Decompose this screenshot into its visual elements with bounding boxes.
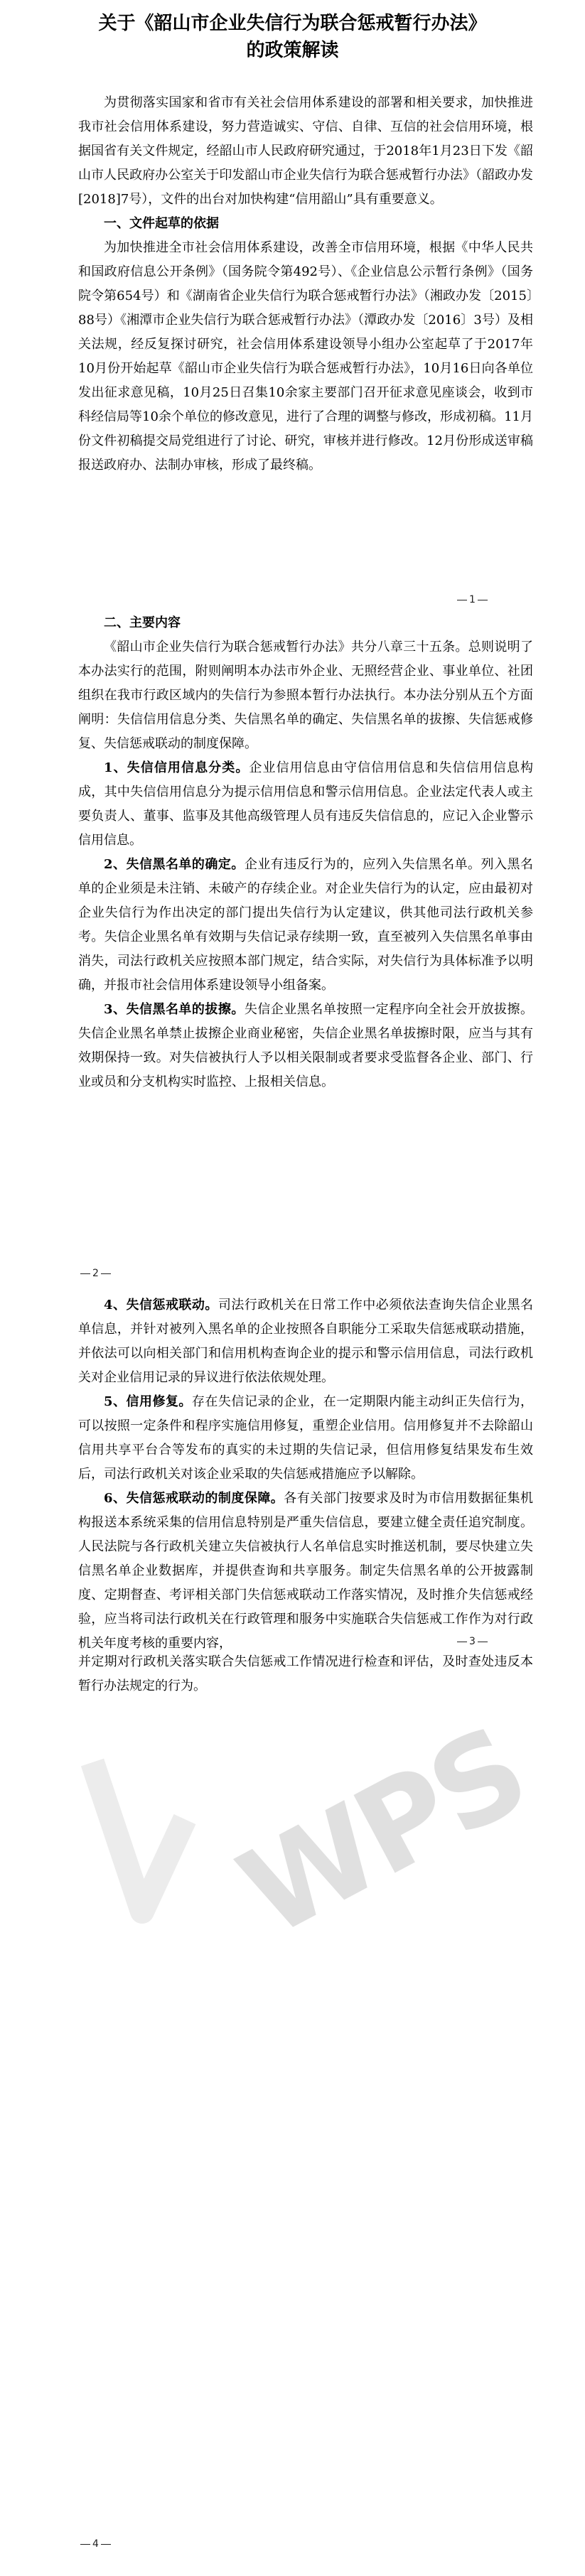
- page-1-body: [78, 91, 533, 478]
- section-2-heading: 二、主要内容: [104, 615, 181, 630]
- item-4-title: 4、失信惩戒联动。: [104, 1298, 218, 1313]
- item-5-title: 5、信用修复。: [104, 1394, 192, 1409]
- page-number-2: 2: [78, 1268, 113, 1279]
- item-5-body: 存在失信记录的企业，在一定期限内能主动纠正失信行为，可以按照一定条件和程序实施信用修复，重塑企业信用。信用修复并不去除韶山信用共享平台合等发布的真实的未过期的失信记录，但信用修复结果发布生效后，司法行政机关对该企业采取的失信惩戒措施应予以解除。: [78, 1394, 534, 1482]
- title-line-2: 的政策解读: [246, 40, 339, 61]
- page-number-3: 3: [455, 1636, 490, 1647]
- item-3-body: 失信企业黑名单按照一定程序向全社会开放拔擦。失信企业黑名单禁止拔擦企业商业秘密，失信企业黑名单拔擦时限，应当与其有效期保持一致。对失信被执行人予以相关限制或者要求受监督各企业、部门、行业或员和分支机构实时监控、上报相关信息。: [78, 1002, 533, 1089]
- item-4-body: 司法行政机关在日常工作中必须依法查询失信企业黑名单信息，并针对被列入黑名单的企业按照各自职能分工采取失信惩戒联动措施，并依法可以向相关部门和信用机构查询企业的提示和警示信用信息，司法行政机关对企业信用记录的异议进行依法依规处理。: [78, 1298, 533, 1385]
- item-1-title: 1、失信信用信息分类。: [104, 760, 249, 775]
- item-6-body: 各有关部门按要求及时为市信用数据征集机构报送本系统采集的信用信息特别是严重失信信息，要建立健全责任追究制度。人民法院与各行政机关建立失信被执行人名单信息实时推送机制，要尽快建立失信黑名单企业数据库，并提供查询和共享服务。制定失信黑名单的公开披露制度、定期督查、考评相关部门失信惩戒联动工作落实情况，及时推介失信惩戒经验，应当将司法行政机关在行政管理和服务中实施联合失信惩戒工作作为对行政机关年度考核的重要内容，: [78, 1491, 533, 1651]
- section-1-body: 为加快推进全市社会信用体系建设，改善全市信用环境，根据《中华人民共和国政府信息公开条例》（国务院令第492号）、《企业信息公示暂行条例》（国务院令第654号）和《湖南省企业失信行为联合惩戒暂行办法》（湘政办发〔2015〕88号）《湘潭市企业失信行为联合惩戒暂行办法》（潭政办发〔2016〕3号）及相关法规，经反复探讨研究，社会信用体系建设领导小组办公室起草了于2017年10月份开始起草《韶山市企业失信行为联合惩戒暂行办法》，10月16日向各单位发出征求意见稿，10月25日召集10余家主要部门召开征求意见座谈会，收到市科经信局等10余个单位的修改意见，进行了合理的调整与修改，形成初稿。11月份文件初稿提交局党组进行了讨论、研究，审核并进行修改。12月份形成送审稿报送政府办、法制办审核，形成了最终稿。: [78, 240, 533, 473]
- item-3: [78, 998, 533, 1094]
- section-2-intro: 《韶山市企业失信行为联合惩戒暂行办法》共分八章三十五条。总则说明了本办法实行的范围，附则阐明本办法市外企业、无照经营企业、事业单位、社团组织在我市行政区域内的失信行为参照本暂行办法执行。本办法分别从五个方面阐明：失信信用信息分类、失信黑名单的确定、失信黑名单的拔擦、失信惩戒修复、失信惩戒联动的制度保障。: [78, 640, 533, 751]
- title-line-1: 关于《韶山市企业失信行为联合惩戒暂行办法》: [98, 13, 487, 34]
- page-number-1: 1: [455, 594, 490, 605]
- item-2-body: 企业有违反行为的，应列入失信黑名单。列入黑名单的企业须是未注销、未破产的存续企业。对企业失信行为的认定，应由最初对企业失信行为作出决定的部门提出失信行为认定建议，供其他司法行政机关参考。失信企业黑名单有效期与失信记录存续期一致，直至被列入失信黑名单事由消失，司法行政机关应按照本部门规定，结合实际，对失信行为具体标准予以明确，并报市社会信用体系建设领导小组备案。: [78, 857, 533, 993]
- item-6: [78, 1487, 533, 1656]
- page-3-body: [78, 1293, 533, 1656]
- item-3-title: 3、失信黑名单的拔擦。: [104, 1002, 245, 1017]
- item-2: [78, 853, 533, 998]
- item-2-title: 2、失信黑名单的确定。: [104, 857, 245, 872]
- document-title: [43, 10, 542, 64]
- item-4: [78, 1293, 533, 1390]
- page-2-body: [78, 611, 533, 1094]
- page-number-4: 4: [78, 2538, 113, 2550]
- item-1-body: 企业信用信息由守信信用信息和失信信用信息构成，其中失信信用信息分为提示信用信息和警示信用信息。企业法定代表人或主要负责人、董事、监事及其他高级管理人员有违反失信信息的，应记入企业警示信用信息。: [78, 760, 533, 848]
- item-6-title: 6、失信惩戒联动的制度保障。: [104, 1491, 284, 1506]
- item-6-continued: 并定期对行政机关落实联合失信惩戒工作情况进行检查和评估，及时查处违反本暂行办法规定的行为。: [78, 1654, 533, 1693]
- item-1: [78, 756, 533, 853]
- intro-paragraph: 为贯彻落实国家和省市有关社会信用体系建设的部署和相关要求，加快推进我市社会信用体系建设，努力营造诚实、守信、自律、互信的社会信用环境，根据国省有关文件规定，经韶山市人民政府研究通过，于2018年1月23日下发《韶山市人民政府办公室关于印发韶山市企业失信行为联合惩戒暂行办法》（韶政办发[2018]7号），文件的出台对加快构建“信用韶山”具有重要意义。: [78, 95, 533, 207]
- section-1-heading: 一、文件起草的依据: [104, 216, 219, 231]
- item-5: [78, 1390, 533, 1487]
- wps-watermark-label: WPS: [218, 1701, 547, 1965]
